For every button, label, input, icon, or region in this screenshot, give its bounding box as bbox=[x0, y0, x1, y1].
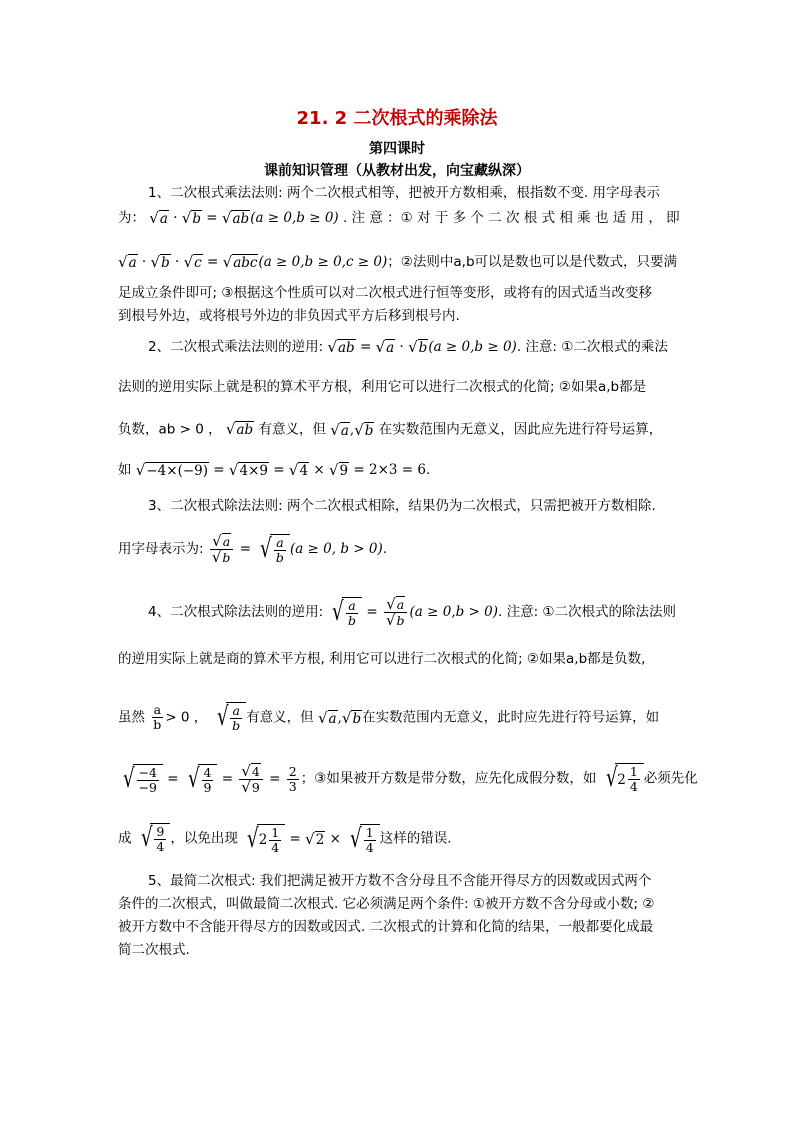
p4-line3 bbox=[118, 702, 678, 733]
p1-line2-prefix: 为： bbox=[118, 210, 145, 226]
sqrt-9-4: √ $\frac{9}{4}$ bbox=[136, 823, 171, 854]
sqrt-a-b-2: √a,√b bbox=[317, 708, 362, 727]
p4-line2: 的逆用实际上就是商的算术平方根, 利用它可以进行二次根式的化简; ②如果a,b都是负数, bbox=[118, 651, 646, 667]
p2-line3-a: 负数，ab > 0 ， bbox=[118, 421, 222, 438]
lesson-label: 第四课时 bbox=[369, 141, 425, 157]
p4-line4 bbox=[118, 761, 698, 796]
p3-line2 bbox=[118, 534, 678, 565]
p4-line5-a: 成 bbox=[118, 830, 132, 847]
example-1-formula: √−4×(−9) = √4×9 = √4 × √9 = 2×3 = 6 bbox=[135, 461, 426, 479]
mul-multi-formula: √a · √b · √c = √abc(a ≥ 0,b ≥ 0,c ≥ 0) bbox=[118, 253, 388, 271]
p1-line2 bbox=[118, 208, 678, 229]
p2-line3-c: 在实数范围内无意义，因此应先进行符号运算， bbox=[378, 421, 663, 438]
p4-line5-c: 这样的错误. bbox=[379, 830, 452, 847]
p3-line1: 3、二次根式除法法则: 两个二次根式相除，结果仍为二次根式，只需把被开方数相除. bbox=[148, 498, 656, 514]
p3-line2-prefix: 用字母表示为: bbox=[118, 541, 204, 557]
p2-line3 bbox=[118, 419, 678, 441]
div-rule-formula: $\frac{√a}{√b}$ = √ $\frac{a}{b}$ (a ≥ 0, b > 0) bbox=[211, 532, 383, 566]
sqrt-ab: √ab bbox=[225, 420, 254, 438]
section-heading: 课前知识管理（从教材出发，向宝藏纵深） bbox=[264, 163, 530, 179]
frac-a-b: $\frac{a}{b}$ bbox=[153, 702, 162, 732]
div-condition: (a ≥ 0, b > 0) bbox=[289, 541, 383, 557]
p1-line1: 1、二次根式乘法法则: 两个二次根式相等，把被开方数相乘，根指数不变. 用字母表示 bbox=[148, 185, 661, 201]
p5-line1: 5、最简二次根式: 我们把满足被开方数不含分母且不含能开得尽方的因数或因式两个 bbox=[148, 873, 652, 889]
p2-line4-prefix: 如 bbox=[118, 462, 132, 478]
p2-line3-b: 有意义，但 bbox=[258, 421, 326, 438]
p4-line3-b: > 0 ， bbox=[165, 709, 208, 726]
p2-line4-end: . bbox=[425, 462, 431, 478]
p2-line1-note: . 注意: ①二次根式的乘法 bbox=[516, 339, 668, 355]
p5-line4: 简二次根式. bbox=[118, 942, 190, 958]
page-title: 21. 2 二次根式的乘除法 bbox=[296, 108, 498, 129]
p2-line2: 法则的逆用实际上就是积的算术平方根，利用它可以进行二次根式的化简; ②如果a,b都是 bbox=[118, 379, 647, 395]
example-2-formula: √ $\frac{-4}{-9}$ = √ $\frac{4}{9}$ = $\frac{√4}{√9}$ = $\frac{2}{3}$ bbox=[122, 761, 297, 796]
p1-line4: 足成立条件即可; ③根据这个性质可以对二次根式进行恒等变形，或将有的因式适当改变移 bbox=[118, 285, 652, 301]
wrong-example-formula: √ 2 $\frac{1}{4}$ = √2 × √ $\frac{1}{4}$ bbox=[242, 831, 380, 847]
sqrt-frac-a-b: √ $\frac{a}{b}$ bbox=[212, 702, 247, 733]
p1-line5: 到根号外边，或将根号外边的非负因式平方后移到根号内. bbox=[118, 308, 460, 324]
mixed-sqrt: √ 2 $\frac{1}{4}$ bbox=[601, 763, 644, 794]
p5-line3: 被开方数中不含能开得尽方的因数或因式. 二次根式的计算和化简的结果，一般都要化成最 bbox=[118, 919, 654, 935]
div-inverse-formula: √ $\frac{a}{b}$ = $\frac{√a}{√b}$ (a ≥ 0,b > 0) bbox=[332, 595, 498, 629]
mul-rule-formula: √a · √b = √ab(a ≥ 0,b ≥ 0) bbox=[149, 209, 339, 227]
p2-line4 bbox=[118, 460, 678, 481]
p4-line3-a: 虽然 bbox=[118, 709, 145, 726]
p1-line2-note: . 注 意 ：① 对 于 多 个 二 次 根 式 相 乘 也 适 用 ， 即 bbox=[342, 210, 680, 226]
p1-line3-note: ；②法则中a,b可以是数也可以是代数式，只要满 bbox=[387, 254, 678, 270]
p2-line1 bbox=[148, 337, 708, 358]
sqrt-a-b: √a,√b bbox=[330, 420, 374, 439]
p4-line3-d: 在实数范围内无意义，此时应先进行符号运算，如 bbox=[362, 709, 660, 726]
p4-line3-c: 有意义，但 bbox=[246, 709, 314, 726]
p5-line2: 条件的二次根式，叫做最简二次根式. 它必须满足两个条件: ①被开方数不含分母或小数; ② bbox=[118, 896, 655, 912]
p4-line5 bbox=[118, 823, 678, 855]
p3-line2-end: . bbox=[382, 541, 388, 557]
p1-line3 bbox=[118, 252, 678, 273]
mul-inverse-formula: √ab = √a · √b(a ≥ 0,b ≥ 0) bbox=[327, 338, 517, 356]
p2-line1-prefix: 2、二次根式乘法法则的逆用: bbox=[148, 339, 324, 355]
p4-line5-b: ，以免出现 bbox=[170, 830, 238, 847]
p4-line1-prefix: 4、二次根式除法法则的逆用: bbox=[148, 604, 324, 620]
p4-line1-note: . 注意: ①二次根式的除法法则 bbox=[498, 604, 677, 620]
p4-line1 bbox=[148, 597, 708, 628]
p4-line4-note: ；③如果被开方数是带分数，应先化成假分数，如 bbox=[300, 770, 597, 787]
p4-line4-end: 必须先化 bbox=[643, 770, 698, 787]
